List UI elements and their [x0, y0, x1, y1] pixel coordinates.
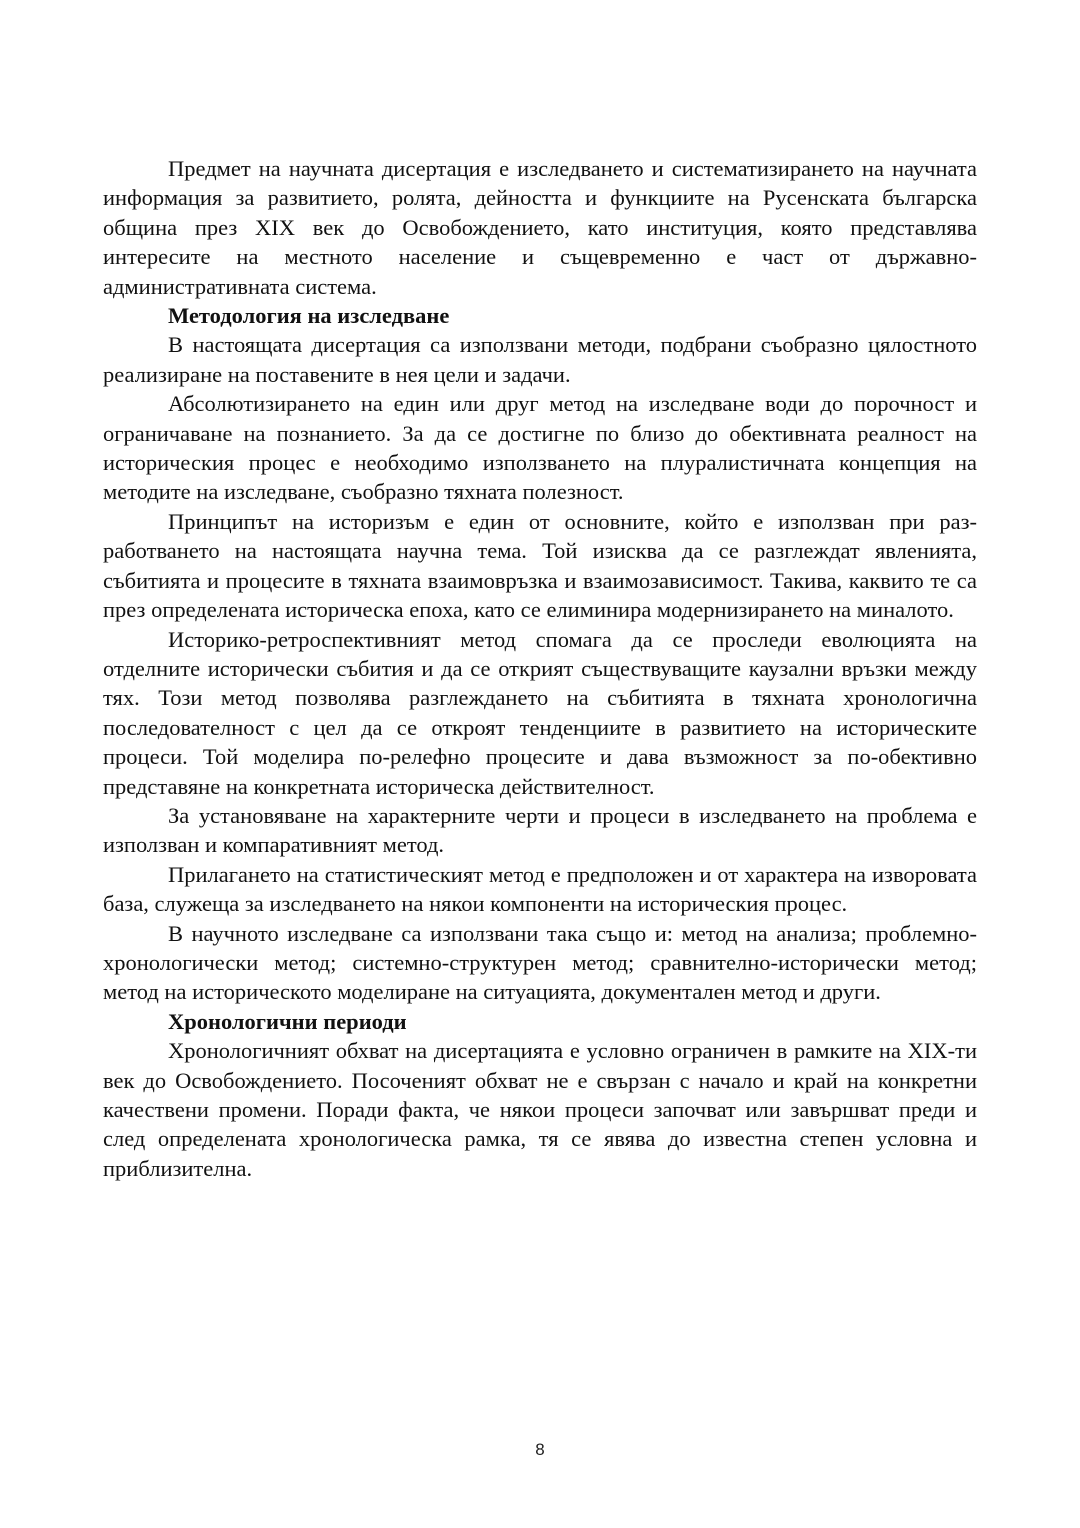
paragraph-subject: Предмет на научната дисертация е изследването и систематизирането на научната информация за развитието, ролята, дейността и функциите на Русенската българска община през XIX век до Освобождението, като институция, която представлява интересите на местното население и същевременно е част от държавно-административната система.	[103, 156, 977, 299]
paragraph-methods-used: В настоящата дисертация са използвани методи, подбрани съобразно цялостното реализиране на поставените в нея цели и задачи.	[103, 332, 977, 387]
paragraph-comparative-method: За установяване на характерните черти и процеси в изследването на проблема е използван и компаративният метод.	[103, 802, 977, 858]
paragraph-absolutization: Абсолютизирането на един или друг метод на изследване води до порочност и ограничаване на познанието. За да се достигне по близо до обективната реалност на историческия процес е необходимо използването на плуралистичната концепция на методите на изследване, съобразно тяхната полезност.	[103, 391, 977, 505]
paragraph-historicism: Принципът на историзъм е един от основните, който е използван при разработването на настоящата научна тема. Той изисква да се разглеждат явленията, събитията и процесите в тяхната взаимовръзка и взаимозависимост. Такива, каквито те са през определената историческа епоха, като се елиминира модернизирането на миналото.	[103, 508, 977, 623]
paragraph-other-methods: В научното изследване са използвани така също и: метод на анализа; проблемно-хронологически метод; системно-структурен метод; сравнително-исторически метод; метод на историческото моделиране на ситуацията, документален метод и други.	[103, 920, 977, 1005]
paragraph-statistical-method: Прилагането на статистическият метод е предположен и от характера на изворовата база, служеща за изследването на някои компоненти на историческия процес.	[103, 861, 977, 917]
heading-methodology: Методология на изследване	[168, 303, 450, 329]
paragraph-chronological-scope: Хронологичният обхват на дисертацията е условно ограничен в рамките на XIX-ти век до Освобождението. Посоченият обхват не е свързан с начало и край на конкретни качествени промени. Поради факта, че някои процеси започват или завършват преди и след определената хронологическа рамка, тя се явява до известна степен условна и приблизителна.	[103, 1038, 977, 1181]
page-body	[103, 154, 977, 1183]
paragraph-retrospective-method: Историко-ретроспективният метод спомага да се проследи еволюцията на отделните исторически събития и да се открият съществуващите каузални връзки между тях. Този метод позволява разглеждането на събитията в тяхната хронологична последователност с цел да се откроят тенденциите в развитието на историческите процеси. Той моделира по-релефно процесите и дава възможност за по-обективно представяне на конкретната историческа действителност.	[103, 626, 977, 799]
heading-chronological-periods: Хронологични периоди	[168, 1008, 407, 1034]
page-number: 8	[535, 1440, 545, 1459]
